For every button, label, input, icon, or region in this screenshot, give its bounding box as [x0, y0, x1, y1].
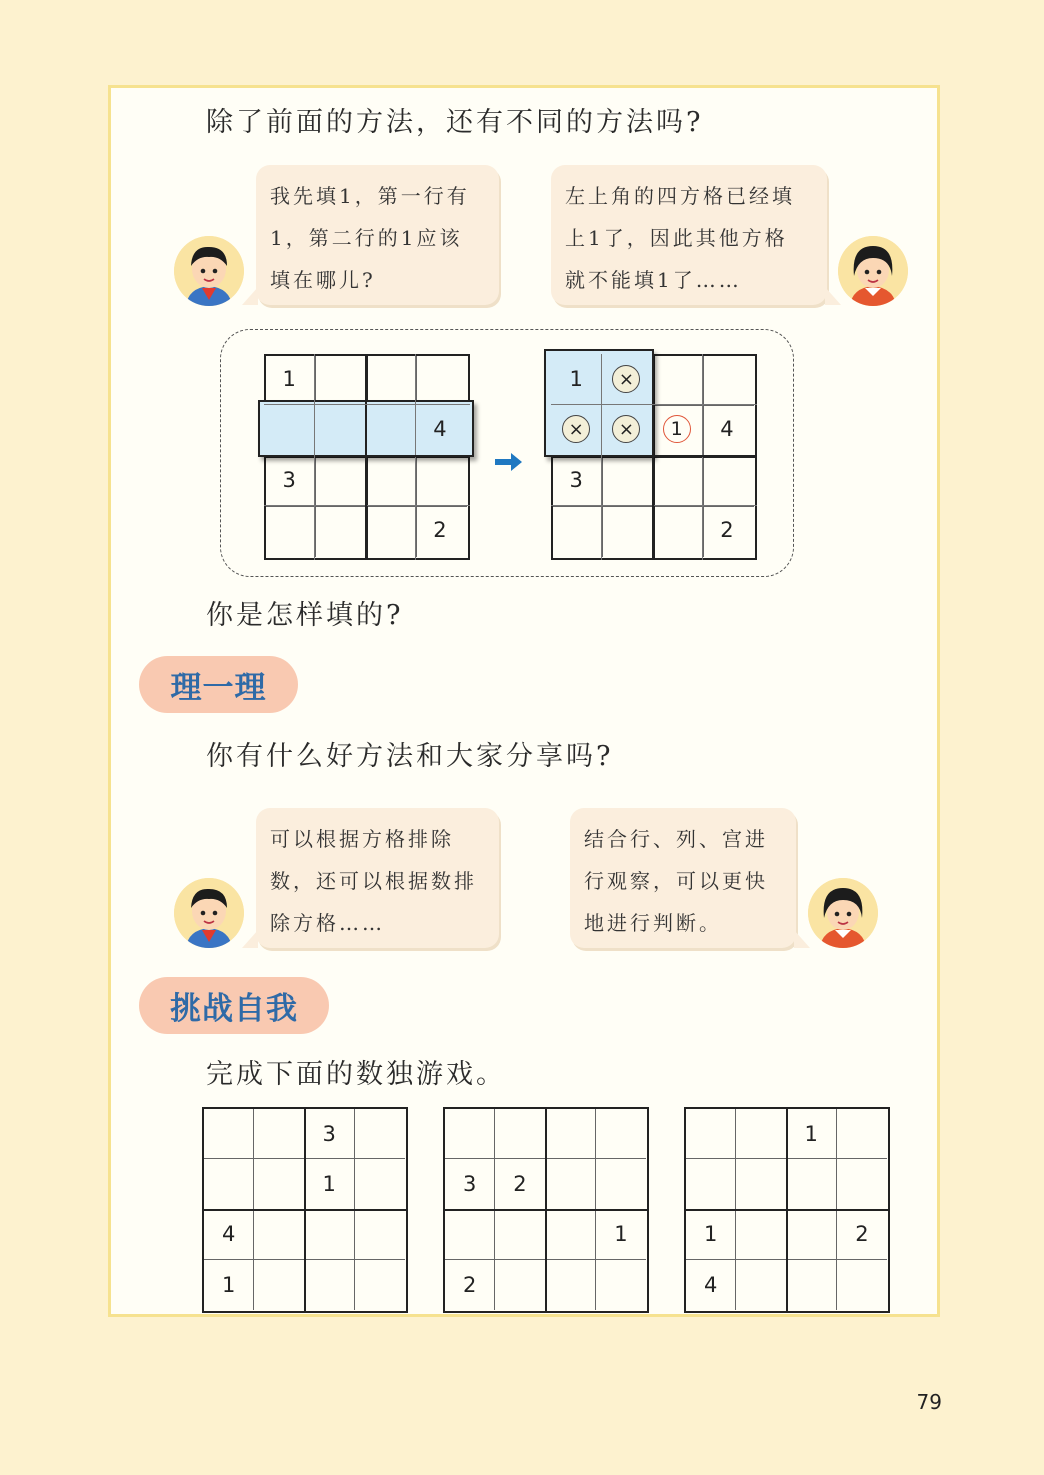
sudoku-cell[interactable] [204, 1109, 254, 1159]
boy-speech-bubble-1 [256, 165, 499, 305]
sudoku-cell [652, 505, 702, 555]
sudoku-cell[interactable] [546, 1210, 596, 1260]
sudoku-cell[interactable] [837, 1109, 887, 1159]
sudoku-cell [264, 354, 314, 404]
sudoku-cell [601, 354, 651, 404]
cell-value: 2 [513, 1171, 527, 1196]
sudoku-cell [264, 455, 314, 505]
girl-avatar [808, 878, 878, 948]
bubble-line: 行观察，可以更快 [584, 869, 768, 893]
box-divider [686, 1209, 888, 1211]
cell-value: 1 [569, 367, 583, 392]
sudoku-cell[interactable] [787, 1159, 837, 1209]
sudoku-cell[interactable] [445, 1210, 495, 1260]
bubble-tail [242, 287, 258, 305]
bubble-line: 就不能填1了…… [565, 268, 742, 292]
boy-avatar [174, 878, 244, 948]
sudoku-cell [702, 505, 752, 555]
sudoku-cell[interactable] [546, 1109, 596, 1159]
girl-avatar [838, 236, 908, 306]
sudoku-cell [264, 505, 314, 555]
sudoku-cell [551, 354, 601, 404]
fill-question: 你是怎样填的? [206, 600, 404, 631]
cell-value: 3 [462, 1171, 477, 1196]
sudoku-cell[interactable] [596, 1159, 646, 1209]
sudoku-cell[interactable] [787, 1210, 837, 1260]
sudoku-cell[interactable] [254, 1159, 304, 1209]
cell-value: 2 [720, 517, 734, 542]
sudoku-cell [365, 505, 415, 555]
sudoku-cell[interactable] [254, 1109, 304, 1159]
bubble-line: 我先填1，第一行有 [270, 184, 470, 208]
cell-value: 1 [614, 1222, 628, 1247]
task-text: 完成下面的数独游戏。 [206, 1059, 506, 1090]
bubble-line: 上1了，因此其他方格 [565, 226, 788, 250]
sudoku-cell[interactable] [355, 1159, 405, 1209]
sudoku-cell [652, 455, 702, 505]
sudoku-cell [702, 404, 752, 454]
girl-speech-bubble-1 [551, 165, 827, 305]
box-divider [445, 1209, 647, 1211]
sudoku-cell[interactable] [254, 1210, 304, 1260]
sudoku-cell[interactable] [686, 1109, 736, 1159]
sudoku-cell[interactable] [596, 1260, 646, 1310]
sudoku-cell [365, 455, 415, 505]
sudoku-cell [415, 505, 465, 555]
bubble-line: 数，还可以根据数排 [270, 869, 477, 893]
sudoku-cell [264, 404, 314, 454]
section-review-label: 理一理 [139, 656, 298, 713]
sudoku-cell [551, 455, 601, 505]
sudoku-cell[interactable] [686, 1210, 736, 1260]
sudoku-cell[interactable] [837, 1159, 887, 1209]
sudoku-cell [601, 455, 651, 505]
sudoku-cell[interactable] [495, 1210, 545, 1260]
cell-value: 3 [282, 467, 296, 492]
box-divider [204, 1209, 406, 1211]
sudoku-puzzle-3 [684, 1107, 890, 1313]
sudoku-cell [314, 354, 364, 404]
sudoku-cell[interactable] [546, 1260, 596, 1310]
cell-value: 3 [322, 1121, 336, 1146]
boy-speech-bubble-2 [256, 808, 499, 948]
sudoku-cell[interactable] [204, 1260, 254, 1310]
sudoku-example-after-numbers [551, 354, 757, 560]
sudoku-example-before-numbers [264, 354, 470, 560]
bubble-line: 可以根据方格排除 [270, 827, 454, 851]
cell-value: 2 [433, 517, 447, 542]
sudoku-cell [601, 404, 651, 454]
sudoku-cell[interactable] [355, 1210, 405, 1260]
sudoku-cell[interactable] [204, 1210, 254, 1260]
arrow-right-icon [495, 452, 523, 472]
sudoku-cell [314, 404, 364, 454]
sudoku-cell[interactable] [495, 1260, 545, 1310]
sudoku-cell [415, 354, 465, 404]
cell-value: 2 [855, 1222, 869, 1247]
bubble-tail [794, 930, 810, 948]
sudoku-cell [652, 404, 702, 454]
sudoku-cell [314, 455, 364, 505]
sudoku-cell[interactable] [837, 1260, 887, 1310]
intro-question: 除了前面的方法，还有不同的方法吗? [206, 107, 704, 138]
sudoku-cell [601, 505, 651, 555]
sudoku-cell [551, 404, 601, 454]
sudoku-cell [365, 354, 415, 404]
sudoku-cell[interactable] [355, 1109, 405, 1159]
bubble-line: 左上角的四方格已经填 [565, 184, 795, 208]
sudoku-cell[interactable] [736, 1159, 786, 1209]
bubble-line: 除方格…… [270, 911, 385, 935]
cell-value: 1 [703, 1222, 718, 1247]
cell-value: 2 [462, 1272, 477, 1297]
sudoku-cell [415, 404, 465, 454]
sudoku-cell[interactable] [787, 1109, 837, 1159]
sudoku-cell[interactable] [837, 1210, 887, 1260]
sudoku-cell [551, 505, 601, 555]
sudoku-puzzle-1 [202, 1107, 408, 1313]
cell-value: 4 [221, 1222, 236, 1247]
cell-value: 1 [221, 1272, 236, 1297]
sudoku-cell[interactable] [787, 1260, 837, 1310]
sudoku-cell[interactable] [736, 1210, 786, 1260]
cross-mark-icon: × [562, 415, 590, 443]
bubble-line: 1，第二行的1应该 [270, 226, 463, 250]
sudoku-cell[interactable] [305, 1260, 355, 1310]
sudoku-cell[interactable] [445, 1159, 495, 1209]
cross-mark-icon: × [612, 415, 640, 443]
page-number: 79 [916, 1390, 942, 1414]
bubble-tail [825, 287, 841, 305]
sudoku-cell[interactable] [495, 1159, 545, 1209]
cell-value: 3 [569, 467, 583, 492]
boy-avatar [174, 236, 244, 306]
sudoku-cell[interactable] [686, 1260, 736, 1310]
sudoku-cell[interactable] [495, 1109, 545, 1159]
sudoku-cell [415, 455, 465, 505]
sudoku-cell[interactable] [596, 1109, 646, 1159]
sudoku-cell[interactable] [204, 1159, 254, 1209]
sudoku-cell[interactable] [686, 1159, 736, 1209]
sudoku-cell[interactable] [596, 1210, 646, 1260]
cell-value: 4 [433, 417, 447, 442]
sudoku-cell [314, 505, 364, 555]
cell-value: 1 [804, 1121, 818, 1146]
cell-value: 1 [322, 1171, 336, 1196]
sudoku-puzzle-2 [443, 1107, 649, 1313]
sudoku-cell[interactable] [355, 1260, 405, 1310]
sudoku-cell[interactable] [736, 1109, 786, 1159]
cross-mark-icon: × [612, 365, 640, 393]
bubble-line: 结合行、列、宫进 [584, 827, 768, 851]
sudoku-cell[interactable] [736, 1260, 786, 1310]
bubble-tail [242, 930, 258, 948]
sudoku-cell[interactable] [445, 1260, 495, 1310]
sudoku-cell [365, 404, 415, 454]
sudoku-cell [702, 455, 752, 505]
sudoku-cell[interactable] [546, 1159, 596, 1209]
sudoku-cell [652, 354, 702, 404]
sudoku-cell[interactable] [305, 1109, 355, 1159]
bubble-line: 地进行判断。 [584, 911, 722, 935]
share-question: 你有什么好方法和大家分享吗? [206, 741, 614, 772]
section-challenge-label: 挑战自我 [139, 977, 329, 1034]
girl-speech-bubble-2 [570, 808, 796, 948]
cell-value: 1 [282, 367, 296, 392]
sudoku-cell[interactable] [305, 1159, 355, 1209]
cell-value: 4 [703, 1272, 718, 1297]
cell-value: 4 [720, 417, 734, 442]
sudoku-cell[interactable] [305, 1210, 355, 1260]
circled-number: 1 [663, 415, 691, 443]
sudoku-cell[interactable] [445, 1109, 495, 1159]
sudoku-cell[interactable] [254, 1260, 304, 1310]
bubble-line: 填在哪儿? [270, 268, 376, 292]
sudoku-cell [702, 354, 752, 404]
